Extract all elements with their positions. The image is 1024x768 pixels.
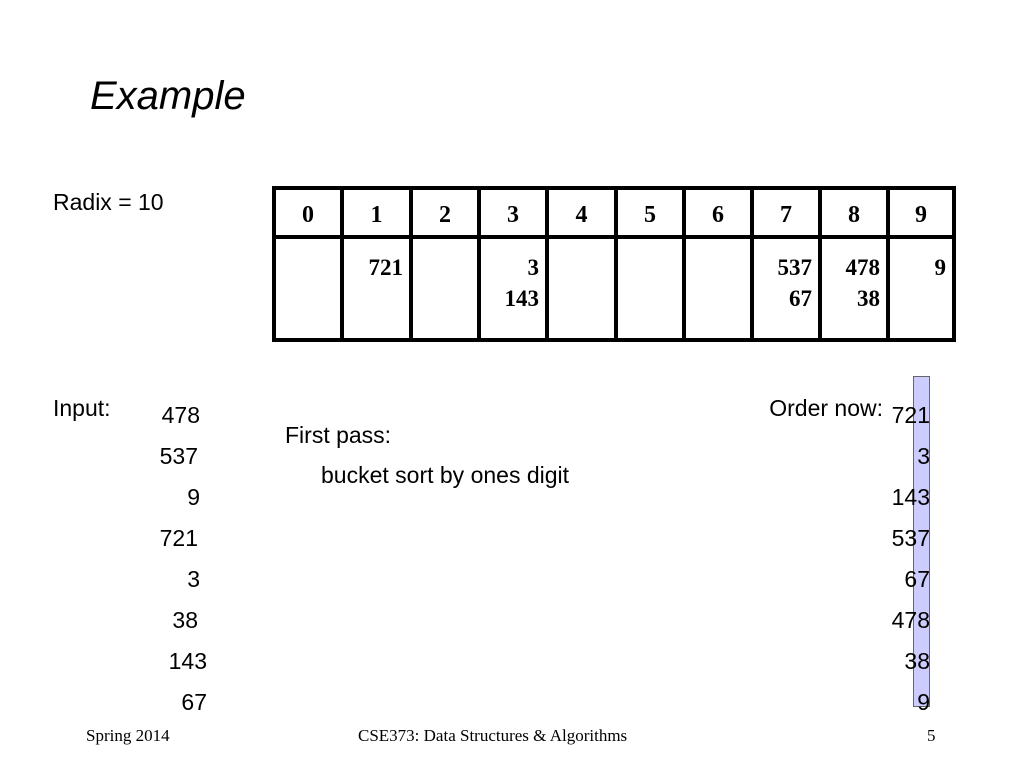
bucket-divider: [276, 235, 340, 239]
bucket-item: 3: [527, 255, 539, 280]
bucket-divider: [549, 235, 614, 239]
order-value: 721: [891, 402, 930, 428]
bucket-items: [778, 252, 813, 314]
bucket-item: 143: [504, 286, 539, 311]
bucket-label: 4: [575, 202, 588, 228]
bucket-divider: [344, 235, 409, 239]
input-value: 478: [161, 402, 200, 428]
footer-date: Spring 2014: [86, 726, 170, 745]
order-value: 38: [904, 648, 930, 674]
bucket-item: 478: [845, 255, 880, 280]
bucket-table: [272, 186, 956, 342]
bucket-label: 2: [439, 202, 451, 228]
bucket-divider: [413, 235, 477, 239]
bucket-6: [686, 190, 754, 338]
input-value: 721: [159, 525, 198, 551]
bucket-item: 537: [777, 255, 812, 280]
bucket-divider: [481, 235, 545, 239]
bucket-label: 1: [370, 202, 383, 228]
bucket-divider: [618, 235, 682, 239]
slide-title: Example: [90, 74, 246, 118]
bucket-divider: [754, 235, 818, 239]
input-value: 3: [187, 566, 200, 592]
order-list: [892, 395, 930, 723]
bucket-item: 721: [368, 255, 403, 280]
bucket-0: [276, 190, 344, 338]
bucket-4: [549, 190, 618, 338]
input-value: 537: [159, 443, 198, 469]
order-value: 143: [891, 484, 930, 510]
bucket-label: 5: [644, 202, 656, 228]
order-value: 3: [917, 443, 930, 469]
order-value: 67: [904, 566, 930, 592]
bucket-item: 9: [934, 255, 946, 280]
bucket-label: 3: [507, 202, 519, 228]
bucket-items: [846, 252, 881, 314]
order-value: 9: [917, 689, 930, 715]
bucket-divider: [822, 235, 886, 239]
bucket-label: 8: [848, 202, 860, 228]
bucket-3: [481, 190, 549, 338]
bucket-divider: [890, 235, 952, 239]
order-value: 478: [891, 607, 930, 633]
bucket-items: [369, 252, 404, 283]
input-list: [159, 395, 207, 723]
bucket-5: [618, 190, 686, 338]
input-value: 143: [168, 648, 207, 674]
input-value: 38: [172, 607, 198, 633]
bucket-2: [413, 190, 481, 338]
pass-description: bucket sort by ones digit: [321, 462, 570, 488]
input-label: Input:: [53, 395, 111, 421]
bucket-1: [344, 190, 413, 338]
bucket-9: [890, 190, 952, 338]
bucket-divider: [686, 235, 750, 239]
bucket-item: 67: [789, 286, 812, 311]
bucket-items: [505, 252, 540, 314]
bucket-8: [822, 190, 890, 338]
bucket-label: 0: [302, 202, 314, 228]
footer-course: CSE373: Data Structures & Algorithms: [358, 726, 628, 745]
footer-page-number: 5: [927, 726, 936, 745]
order-label: Order now:: [769, 395, 883, 421]
radix-label: Radix = 10: [53, 189, 164, 215]
input-value: 67: [181, 689, 207, 715]
bucket-label: 7: [780, 202, 792, 228]
input-value: 9: [187, 484, 200, 510]
pass-title: First pass:: [285, 422, 392, 448]
order-value: 537: [891, 525, 930, 551]
bucket-label: 9: [915, 202, 927, 228]
bucket-item: 38: [857, 286, 880, 311]
bucket-label: 6: [712, 202, 724, 228]
bucket-7: [754, 190, 822, 338]
bucket-items: [935, 252, 947, 283]
